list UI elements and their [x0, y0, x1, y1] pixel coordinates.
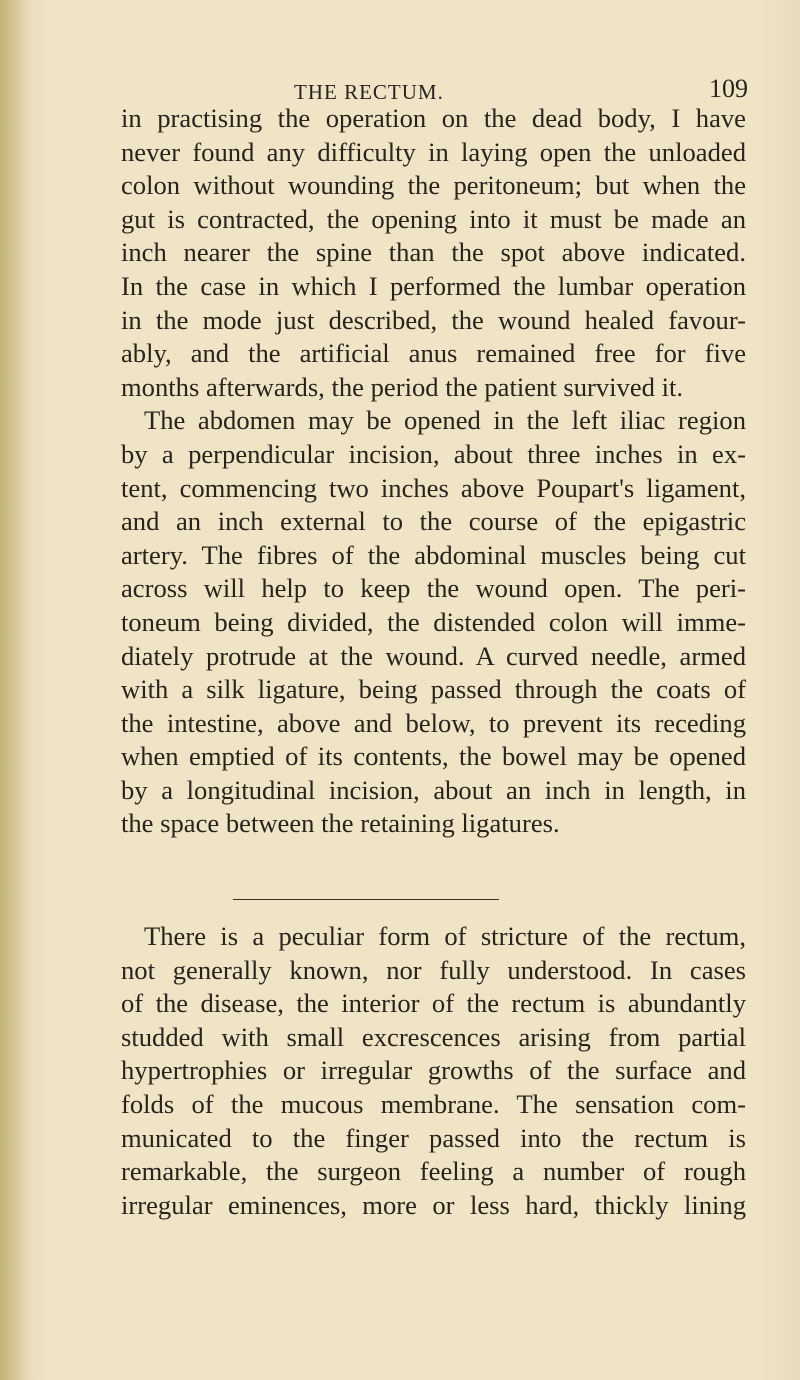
text-line: of the disease, the interior of the rectum is abundantly	[121, 988, 746, 1019]
text-line: with a silk ligature, being passed through the coats of	[121, 674, 746, 705]
page-number: 109	[709, 74, 748, 103]
running-head: THE RECTUM.	[294, 80, 444, 104]
body-text-top	[121, 102, 746, 841]
binding-shadow	[0, 0, 30, 1380]
text-line: gut is contracted, the opening into it must be made an	[121, 203, 746, 234]
text-line: months afterwards, the period the patient survived it.	[121, 371, 684, 402]
text-line: by a perpendicular incision, about three inches in ex-	[121, 438, 746, 469]
text-line: in the mode just described, the wound healed favour-	[121, 304, 746, 335]
text-line: in practising the operation on the dead body, I have	[121, 103, 746, 133]
text-line: There is a peculiar form of stricture of the rectum,	[144, 921, 746, 951]
text-line: studded with small excrescences arising from partial	[121, 1021, 746, 1052]
text-line: In the case in which I performed the lumbar operation	[121, 270, 746, 301]
text-line: irregular eminences, more or less hard, thickly lining	[121, 1189, 746, 1220]
text-line: by a longitudinal incision, about an inch in length, in	[121, 774, 746, 805]
text-line: diately protrude at the wound. A curved needle, armed	[121, 640, 746, 671]
text-line: the space between the retaining ligatures.	[121, 808, 560, 839]
text-line: toneum being divided, the distended colon will imme-	[121, 606, 746, 637]
text-line: remarkable, the surgeon feeling a number of rough	[121, 1156, 746, 1187]
text-line: inch nearer the spine than the spot above indicated.	[121, 237, 746, 268]
text-line: hypertrophies or irregular growths of the surface and	[121, 1055, 746, 1086]
paragraph-1	[121, 102, 746, 404]
text-line: tent, commencing two inches above Poupart's ligament,	[121, 472, 746, 503]
text-line: the intestine, above and below, to prevent its receding	[121, 707, 746, 738]
paragraph-3	[121, 920, 746, 1222]
text-line: across will help to keep the wound open. The peri-	[121, 573, 746, 604]
text-line: never found any difficulty in laying open the unloaded	[121, 136, 746, 167]
text-line: and an inch external to the course of the epigastric	[121, 506, 746, 537]
text-line: The abdomen may be opened in the left iliac region	[144, 405, 746, 436]
text-line: municated to the finger passed into the rectum is	[121, 1122, 746, 1153]
paragraph-2	[121, 404, 746, 841]
text-line: when emptied of its contents, the bowel may be opened	[121, 741, 746, 772]
text-line: not generally known, nor fully understood. In cases	[121, 954, 746, 985]
body-text-bottom	[121, 920, 746, 1222]
text-line: ably, and the artificial anus remained free for five	[121, 338, 746, 369]
text-line: colon without wounding the peritoneum; but when the	[121, 170, 746, 201]
text-line: folds of the mucous membrane. The sensation com-	[121, 1088, 746, 1119]
text-line: artery. The fibres of the abdominal muscles being cut	[121, 539, 746, 570]
section-divider	[233, 899, 499, 900]
